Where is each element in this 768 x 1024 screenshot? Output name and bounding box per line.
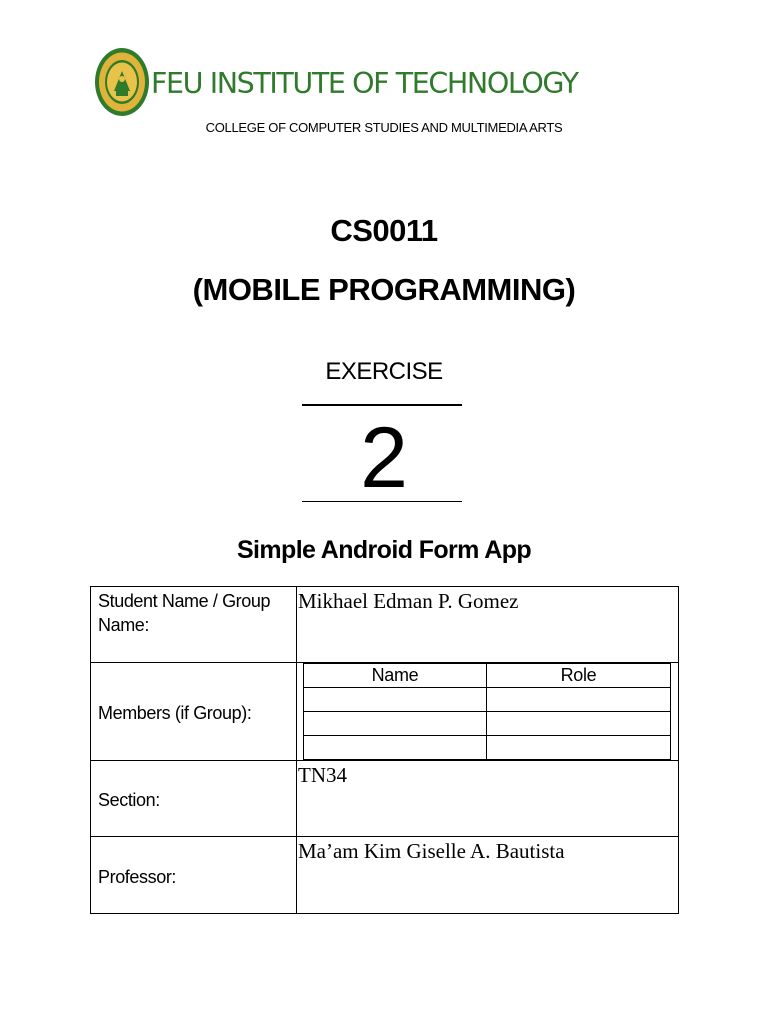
members-table-row [304,712,671,736]
student-name-label-line1: Student Name / Group [98,591,271,611]
member-name-cell [304,688,487,712]
document-header [94,47,654,119]
members-label: Members (if Group): [91,663,297,761]
course-name: (MOBILE PROGRAMMING) [192,272,576,307]
divider-bottom [302,501,462,502]
professor-value: Ma’am Kim Giselle A. Bautista [297,837,679,914]
course-code: CS0011 [330,213,438,248]
divider-top [302,404,462,406]
exercise-label: EXERCISE [325,358,443,385]
professor-label: Professor: [91,837,297,914]
member-name-cell [304,736,487,760]
professor-row [91,837,679,914]
student-name-value: Mikhael Edman P. Gomez [297,587,679,663]
members-header-name: Name [304,664,487,688]
members-table-row [304,688,671,712]
section-row [91,761,679,837]
member-role-cell [487,736,671,760]
members-header-row [304,664,671,688]
exercise-title: Simple Android Form App [236,536,532,564]
institution-name: FEU INSTITUTE OF TECHNOLOGY [151,67,578,100]
members-table-row [304,736,671,760]
student-name-row [91,587,679,663]
members-cell [297,663,679,761]
members-header-role: Role [487,664,671,688]
members-table [303,663,671,760]
student-name-label-line2: Name: [98,615,150,635]
members-row [91,663,679,761]
student-info-table [90,586,679,914]
member-role-cell [487,712,671,736]
feu-seal-logo [94,47,150,117]
section-value: TN34 [297,761,679,837]
member-name-cell [304,712,487,736]
exercise-number: 2 [360,410,408,506]
college-name: COLLEGE OF COMPUTER STUDIES AND MULTIMEDIA ARTS [205,120,563,135]
section-label: Section: [91,761,297,837]
member-role-cell [487,688,671,712]
student-name-label [91,587,297,663]
